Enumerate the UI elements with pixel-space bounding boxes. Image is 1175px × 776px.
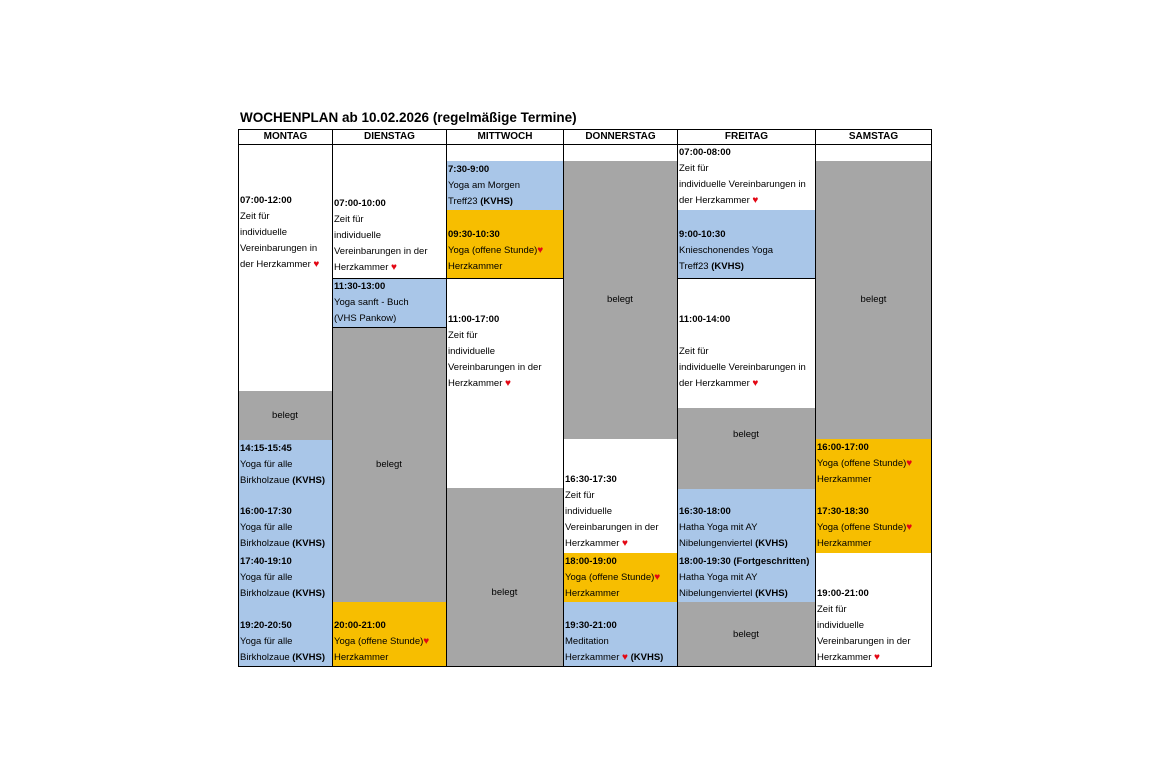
heart-icon: ♥ <box>423 636 430 647</box>
slot-line: Herzkammer <box>565 587 620 599</box>
sat-yoga-1600 <box>815 439 932 489</box>
slot-line: individuelle <box>334 230 382 241</box>
slot-line: individuelle <box>565 506 613 517</box>
slot-line: der Herzkammer <box>679 195 750 206</box>
slot-line: individuelle <box>817 620 865 631</box>
slot-line: Birkholzaue <box>240 587 290 599</box>
header-dienstag: DIENSTAG <box>332 129 447 145</box>
slot-line: Yoga (offene Stunde) <box>565 571 655 583</box>
slot-tag: (KVHS) <box>480 195 513 207</box>
slot-line: Herzkammer <box>334 652 389 663</box>
heart-icon: ♥ <box>752 378 759 389</box>
fri-belegt-evening: belegt <box>677 602 815 667</box>
sat-empty-top <box>815 145 932 161</box>
slot-tag: (KVHS) <box>630 652 664 663</box>
slot-line: Hatha Yoga mit AY <box>679 571 758 583</box>
slot-time: 07:00-10:00 <box>334 198 386 209</box>
slot-line: Nibelungenviertel <box>679 587 753 599</box>
heart-icon: ♥ <box>391 262 397 273</box>
mon-yoga-1600 <box>238 489 332 553</box>
slot-line: Herzkammer <box>817 538 872 549</box>
header-donnerstag: DONNERSTAG <box>563 129 678 145</box>
slot-tag: (KVHS) <box>755 587 788 599</box>
slot-line: Vereinbarungen in der <box>334 246 428 257</box>
heart-icon: ♥ <box>313 259 320 270</box>
slot-line: Yoga (offene Stunde) <box>334 636 424 647</box>
tue-belegt: belegt <box>332 327 446 602</box>
thu-slot-individual <box>563 439 677 553</box>
grid-line <box>931 145 932 667</box>
slot-line: Birkholzaue <box>240 652 290 663</box>
slot-line: Yoga für alle <box>240 571 293 583</box>
slot-time: 11:30-13:00 <box>334 280 386 292</box>
slot-line: Herzkammer <box>817 652 872 663</box>
slot-line: der Herzkammer <box>240 259 311 270</box>
fri-knieschonend <box>677 210 815 278</box>
slot-time: 11:00-14:00 <box>679 314 731 325</box>
slot-time: 07:00-12:00 <box>240 195 292 206</box>
mon-yoga-1740 <box>238 553 332 602</box>
thu-meditation <box>563 602 677 667</box>
slot-time: 17:30-18:30 <box>817 506 869 517</box>
slot-time: 16:00-17:00 <box>817 442 869 453</box>
grid-line <box>563 145 564 667</box>
plan-title: WOCHENPLAN ab 10.02.2026 (regelmäßige Termine) <box>240 110 577 125</box>
grid-line <box>447 278 563 279</box>
wed-yoga-offen <box>446 210 563 278</box>
wed-slot-individual <box>446 278 563 488</box>
heart-icon: ♥ <box>622 652 628 663</box>
slot-time: 19:30-21:00 <box>565 620 617 631</box>
wed-empty-top <box>446 145 563 161</box>
slot-time: 07:00-08:00 <box>679 147 731 158</box>
slot-time: 16:30-18:00 <box>679 506 731 517</box>
grid-line <box>446 145 447 667</box>
slot-line: Zeit für <box>240 211 270 222</box>
header-samstag: SAMSTAG <box>815 129 932 145</box>
slot-line: individuelle Vereinbarungen in <box>679 179 806 190</box>
slot-tag: (KVHS) <box>292 587 326 599</box>
header-montag: MONTAG <box>238 129 333 145</box>
slot-line: Herzkammer <box>448 378 503 389</box>
slot-line: (VHS Pankow) <box>334 312 397 324</box>
slot-tag: (KVHS) <box>755 538 788 549</box>
mon-slot-individual <box>238 145 332 275</box>
slot-line: Yoga sanft - Buch <box>334 296 409 308</box>
slot-line: Yoga (offene Stunde) <box>817 522 907 533</box>
header-freitag: FREITAG <box>677 129 816 145</box>
slot-time: 14:15-15:45 <box>240 442 292 454</box>
heart-icon: ♥ <box>537 245 544 256</box>
mon-yoga-1920 <box>238 602 332 667</box>
tue-yoga-sanft <box>332 278 446 327</box>
mon-yoga-1415 <box>238 440 332 489</box>
slot-line: Nibelungenviertel <box>679 538 753 549</box>
grid-line <box>815 145 816 667</box>
slot-line: Vereinbarungen in der <box>565 522 659 533</box>
slot-line: Zeit für <box>679 346 709 357</box>
heart-icon: ♥ <box>906 458 913 469</box>
slot-time: 16:30-17:30 <box>565 474 617 485</box>
slot-line: Hatha Yoga mit AY <box>679 522 758 533</box>
grid-line <box>238 666 932 667</box>
slot-line: individuelle <box>240 227 288 238</box>
slot-line: Herzkammer <box>334 262 389 273</box>
slot-line: Zeit für <box>817 604 847 615</box>
heart-icon: ♥ <box>622 538 628 549</box>
slot-line: Treff23 <box>448 195 478 207</box>
slot-tag: (KVHS) <box>292 652 326 663</box>
slot-line: Herzkammer <box>817 474 872 485</box>
slot-line: Yoga für alle <box>240 458 293 470</box>
slot-line: Knieschonendes Yoga <box>679 245 774 256</box>
slot-line: der Herzkammer <box>679 378 750 389</box>
slot-line: Yoga am Morgen <box>448 179 521 191</box>
slot-time: 7:30-9:00 <box>448 163 490 175</box>
grid-line <box>333 278 446 279</box>
sat-yoga-1730 <box>815 489 932 553</box>
grid-line <box>677 145 678 667</box>
slot-line: individuelle <box>448 346 496 357</box>
slot-time: 18:00-19:30 (Fortgeschritten) <box>679 555 810 567</box>
heart-icon: ♥ <box>906 522 913 533</box>
heart-icon: ♥ <box>505 378 511 389</box>
tue-slot-individual <box>332 145 446 278</box>
slot-line: Yoga für alle <box>240 522 293 533</box>
slot-time: 09:30-10:30 <box>448 229 500 240</box>
fri-slot-individual-morning <box>677 145 815 210</box>
fri-hatha-1630 <box>677 489 815 553</box>
slot-line: Zeit für <box>448 330 478 341</box>
slot-tag: (KVHS) <box>292 538 326 549</box>
slot-line: Vereinbarungen in <box>240 243 318 254</box>
slot-line: individuelle Vereinbarungen in <box>679 362 806 373</box>
thu-belegt: belegt <box>563 161 677 439</box>
slot-line: Yoga (offene Stunde) <box>817 458 907 469</box>
slot-line: Herzkammer <box>448 261 503 272</box>
header-mittwoch: MITTWOCH <box>446 129 564 145</box>
grid-line <box>332 145 333 667</box>
grid-line <box>678 278 815 279</box>
fri-slot-individual-midday <box>677 278 815 408</box>
thu-yoga-offen <box>563 553 677 602</box>
fri-hatha-1800 <box>677 553 815 602</box>
slot-time: 9:00-10:30 <box>679 229 726 240</box>
slot-line: Yoga (offene Stunde) <box>448 245 538 256</box>
slot-time: 20:00-21:00 <box>334 620 386 631</box>
tue-yoga-offen <box>332 602 446 667</box>
slot-time: 19:20-20:50 <box>240 620 292 631</box>
slot-line: Yoga für alle <box>240 636 293 647</box>
slot-line: Zeit für <box>334 214 364 225</box>
wed-belegt: belegt <box>446 488 563 667</box>
slot-time: 18:00-19:00 <box>565 555 617 567</box>
slot-line: Vereinbarungen in der <box>817 636 911 647</box>
heart-icon: ♥ <box>654 571 661 583</box>
slot-time: 11:00-17:00 <box>448 314 500 325</box>
grid-line <box>238 145 239 667</box>
slot-line: Treff23 <box>679 261 709 272</box>
mon-belegt: belegt <box>238 391 332 440</box>
wed-yoga-morgen <box>446 161 563 210</box>
heart-icon: ♥ <box>874 652 880 663</box>
slot-line: Zeit für <box>565 490 595 501</box>
slot-time: 17:40-19:10 <box>240 555 292 567</box>
slot-tag: (KVHS) <box>711 261 744 272</box>
slot-line: Zeit für <box>679 163 709 174</box>
thu-empty-top <box>563 145 677 161</box>
slot-time: 19:00-21:00 <box>817 588 869 599</box>
sat-belegt: belegt <box>815 161 932 439</box>
slot-tag: (KVHS) <box>292 474 326 486</box>
grid-line <box>333 327 446 328</box>
slot-line: Birkholzaue <box>240 538 290 549</box>
weekly-schedule-table <box>238 129 932 667</box>
slot-line: Vereinbarungen in der <box>448 362 542 373</box>
slot-line: Meditation <box>565 636 609 647</box>
slot-line: Herzkammer <box>565 538 620 549</box>
sat-slot-individual <box>815 553 932 667</box>
slot-line: Herzkammer <box>565 652 620 663</box>
heart-icon: ♥ <box>752 195 759 206</box>
slot-line: Birkholzaue <box>240 474 290 486</box>
mon-empty <box>238 275 332 391</box>
fri-belegt-afternoon: belegt <box>677 408 815 489</box>
slot-time: 16:00-17:30 <box>240 506 292 517</box>
